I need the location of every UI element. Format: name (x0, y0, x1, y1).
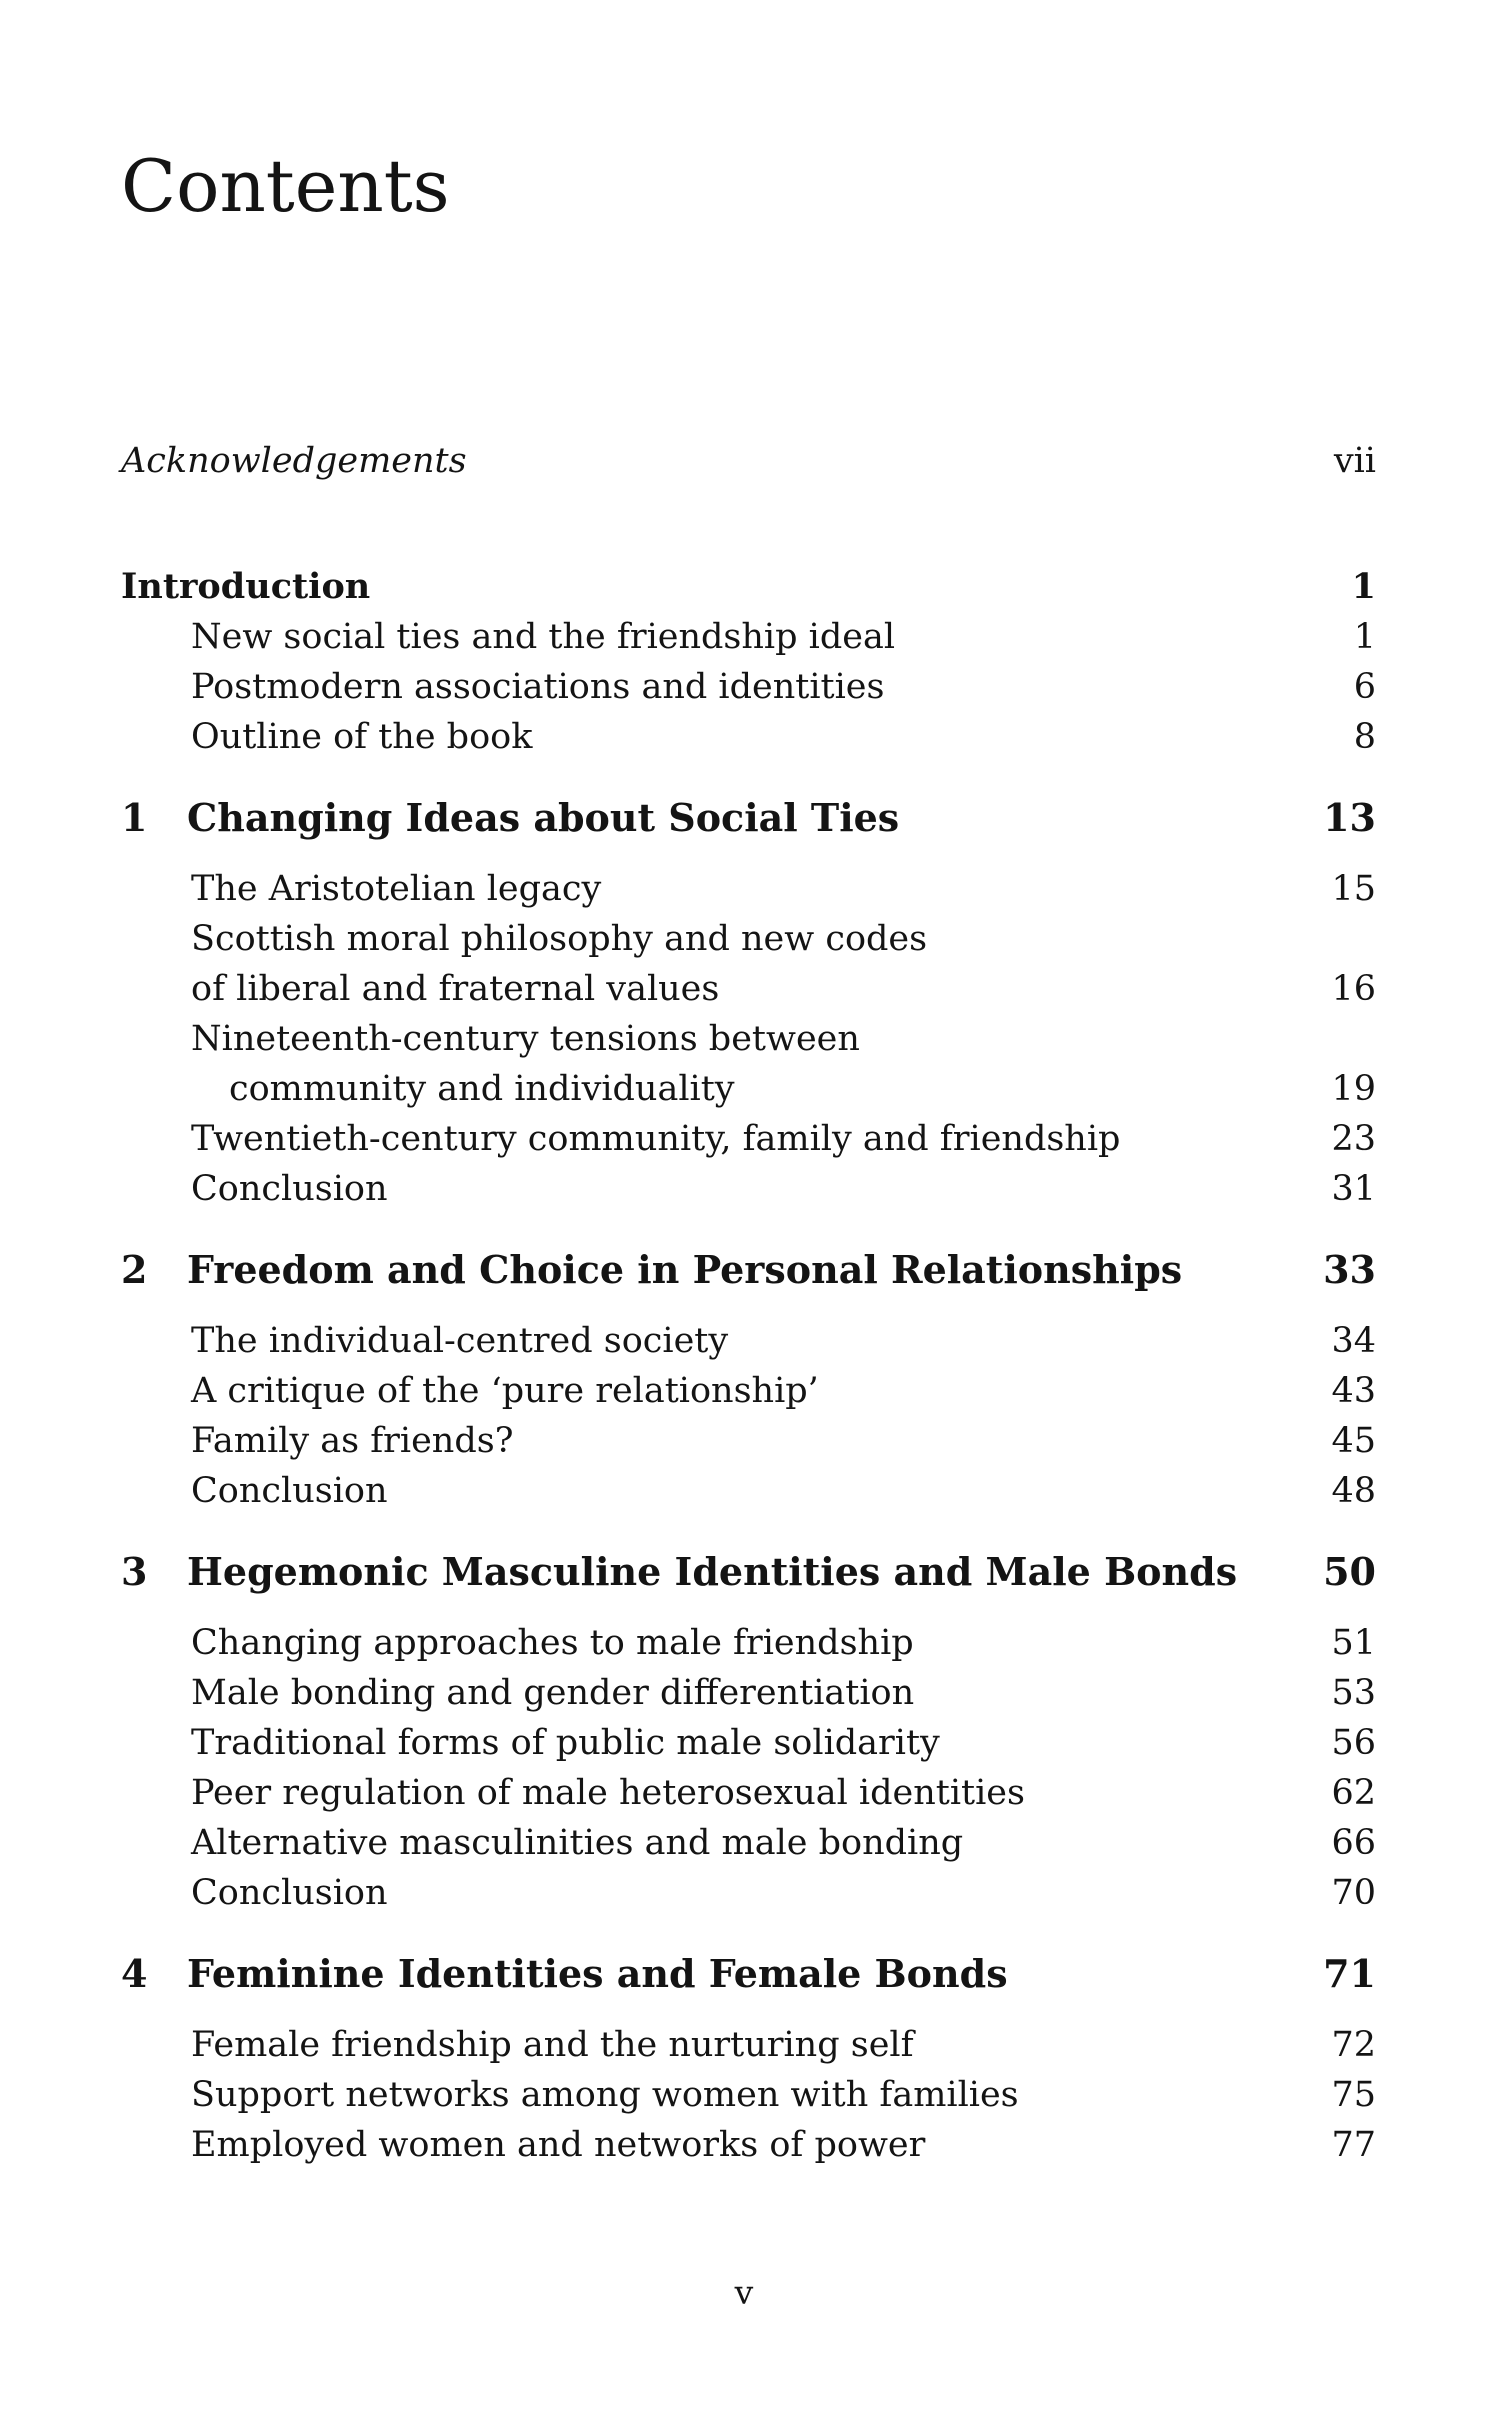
toc-page-number: 34 (1331, 1321, 1376, 1361)
toc-section-title: Family as friends? (191, 1421, 514, 1461)
toc-section[interactable] (121, 2070, 1376, 2120)
toc-section[interactable] (121, 662, 1376, 712)
toc-page-number: 1 (1351, 566, 1376, 607)
toc-page-number: 8 (1353, 717, 1376, 757)
toc-section-title: Female friendship and the nurturing self (191, 2025, 914, 2065)
toc-section[interactable] (121, 612, 1376, 662)
toc-section-title: The Aristotelian legacy (191, 869, 602, 909)
toc-page-number: 1 (1353, 617, 1376, 657)
toc-entry-title: Acknowledgements (121, 441, 467, 481)
chapter-title: Feminine Identities and Female Bonds (187, 1951, 1008, 1996)
toc-section-title: Conclusion (191, 1873, 388, 1913)
toc-section-title: Alternative masculinities and male bonding (191, 1823, 964, 1863)
toc-section[interactable] (121, 1014, 1376, 1064)
chapter-number: 4 (121, 1951, 148, 1996)
toc-section-title: Changing approaches to male friendship (191, 1623, 914, 1663)
toc-page-number: 16 (1331, 969, 1376, 1009)
toc-section[interactable] (121, 1618, 1376, 1668)
toc-section-title: of liberal and fraternal values (191, 969, 720, 1009)
toc-section[interactable] (121, 1114, 1376, 1164)
toc-section-title: Nineteenth-century tensions between (191, 1019, 860, 1059)
toc-section-title: Conclusion (191, 1471, 388, 1511)
toc-section[interactable] (121, 1316, 1376, 1366)
toc-page-number: 51 (1331, 1623, 1376, 1663)
toc-section-title: Support networks among women with families (191, 2075, 1019, 2115)
page-title: Contents (121, 144, 450, 228)
toc-chapter-2[interactable] (121, 1240, 1376, 1300)
toc-section-title: A critique of the ‘pure relationship’ (191, 1371, 819, 1411)
toc-page-number: 56 (1331, 1723, 1376, 1763)
toc-section[interactable] (121, 1416, 1376, 1466)
toc-page-number: 77 (1331, 2125, 1376, 2165)
toc-chapter-1[interactable] (121, 788, 1376, 848)
toc-section-title: Scottish moral philosophy and new codes (191, 919, 928, 959)
toc-section[interactable] (121, 2020, 1376, 2070)
toc-page-number: 71 (1323, 1951, 1376, 1996)
toc-section-title: Male bonding and gender differentiation (191, 1673, 915, 1713)
toc-page-number: 19 (1331, 1069, 1376, 1109)
toc-section-title: community and individuality (229, 1069, 735, 1109)
toc-page-number: 66 (1331, 1823, 1376, 1863)
chapter-number: 1 (121, 795, 148, 840)
toc-section-title: Twentieth-century community, family and friendship (191, 1119, 1121, 1159)
chapter-title: Freedom and Choice in Personal Relationships (187, 1247, 1183, 1292)
toc-section[interactable] (121, 1366, 1376, 1416)
toc-section[interactable] (121, 1164, 1376, 1214)
chapter-number: 2 (121, 1247, 148, 1292)
chapter-title: Changing Ideas about Social Ties (187, 795, 900, 840)
toc-section-title: Conclusion (191, 1169, 388, 1209)
toc-chapter-4[interactable] (121, 1944, 1376, 2004)
toc-chapter-3[interactable] (121, 1542, 1376, 1602)
toc-section[interactable] (121, 712, 1376, 762)
toc-entry-introduction[interactable] (121, 562, 1376, 612)
toc-page-number: 70 (1331, 1873, 1376, 1913)
toc-page-number: 43 (1331, 1371, 1376, 1411)
page-folio: v (734, 2273, 754, 2312)
toc-page-number: 48 (1331, 1471, 1376, 1511)
toc-section[interactable] (121, 1466, 1376, 1516)
toc-page-number: 72 (1331, 2025, 1376, 2065)
chapter-number: 3 (121, 1549, 148, 1594)
toc-section-title: Postmodern associations and identities (191, 667, 885, 707)
toc-page-number: 33 (1323, 1247, 1376, 1292)
toc-page-number: 62 (1331, 1773, 1376, 1813)
toc-section[interactable] (121, 914, 1376, 964)
toc-section[interactable] (121, 1718, 1376, 1768)
toc-page-number: 31 (1331, 1169, 1376, 1209)
toc-section[interactable] (121, 1668, 1376, 1718)
toc-entry-title: Introduction (121, 566, 371, 607)
toc-section[interactable] (121, 1868, 1376, 1918)
table-of-contents (121, 436, 1376, 2170)
toc-section-title: Peer regulation of male heterosexual identities (191, 1773, 1025, 1813)
toc-section[interactable] (121, 1768, 1376, 1818)
toc-page-number: 75 (1331, 2075, 1376, 2115)
toc-page-number: 13 (1323, 795, 1376, 840)
toc-section[interactable] (121, 2120, 1376, 2170)
toc-page-number: 15 (1331, 869, 1376, 909)
toc-entry-acknowledgements[interactable] (121, 436, 1376, 486)
toc-section[interactable] (121, 964, 1376, 1014)
toc-page-number: 6 (1353, 667, 1376, 707)
toc-section-title: Employed women and networks of power (191, 2125, 926, 2165)
toc-section[interactable] (121, 1064, 1376, 1114)
toc-section-title: The individual-centred society (191, 1321, 729, 1361)
chapter-title: Hegemonic Masculine Identities and Male Bonds (187, 1549, 1238, 1594)
toc-section-title: Outline of the book (191, 717, 533, 757)
toc-page-number: 50 (1323, 1549, 1376, 1594)
spacer (121, 486, 1376, 562)
toc-page-number: 53 (1331, 1673, 1376, 1713)
toc-section[interactable] (121, 1818, 1376, 1868)
toc-page-number: vii (1333, 441, 1376, 481)
toc-section-title: New social ties and the friendship ideal (191, 617, 896, 657)
toc-section[interactable] (121, 864, 1376, 914)
toc-page-number: 45 (1331, 1421, 1376, 1461)
toc-page-number: 23 (1331, 1119, 1376, 1159)
toc-section-title: Traditional forms of public male solidarity (191, 1723, 940, 1763)
